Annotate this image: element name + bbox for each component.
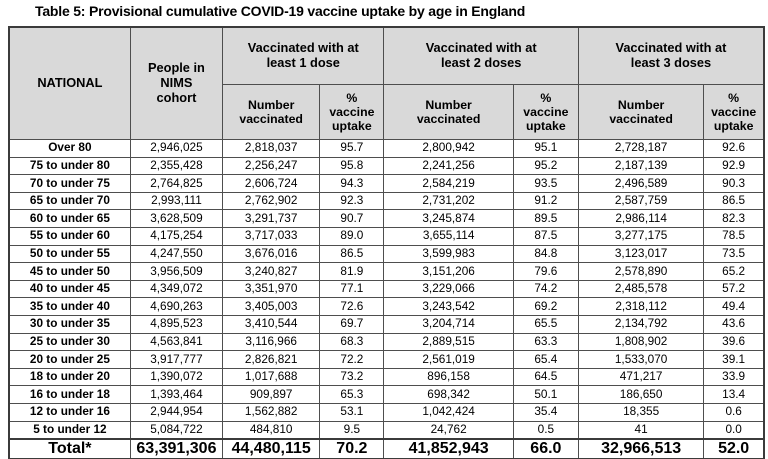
age-group-cell: Over 80 [9,140,130,158]
dose3-uptake-cell: 49.4 [704,298,764,316]
age-group-cell: 55 to under 60 [9,227,130,245]
dose2-number-cell: 3,204,714 [384,315,513,333]
dose1-number-header-cell [223,85,320,140]
dose3-uptake-cell: 78.5 [704,227,764,245]
dose1-number-cell: 1,562,882 [223,403,320,421]
dose3-uptake-cell: 33.9 [704,368,764,386]
dose2-uptake-cell: 79.6 [513,263,578,281]
total-dose2-uptake-cell: 66.0 [513,439,578,459]
dose3-number-cell: 2,587,759 [578,192,703,210]
dose1-number-cell: 484,810 [223,421,320,439]
cohort-cell: 2,764,825 [130,175,222,193]
dose1-uptake-cell: 92.3 [320,192,384,210]
cohort-cell: 2,946,025 [130,140,222,158]
age-group-cell: 16 to under 18 [9,386,130,404]
dose2-number-cell: 896,158 [384,368,513,386]
nims-cohort-header-label: People in NIMS cohort [147,60,205,105]
table-row [9,351,764,369]
cohort-cell: 4,563,841 [130,333,222,351]
dose1-uptake-cell: 81.9 [320,263,384,281]
dose1-number-cell: 1,017,688 [223,368,320,386]
dose3-uptake-cell: 73.5 [704,245,764,263]
total-label-cell: Total* [9,439,130,459]
dose2-number-cell: 2,800,942 [384,140,513,158]
vaccine-uptake-table [8,26,765,459]
dose2-uptake-cell: 64.5 [513,368,578,386]
dose3-group-header-label: Vaccinated with at least 3 doses [615,40,727,70]
dose2-uptake-cell: 93.5 [513,175,578,193]
total-dose1-uptake-cell: 70.2 [320,439,384,459]
dose3-number-cell: 2,496,589 [578,175,703,193]
dose2-number-cell: 3,243,542 [384,298,513,316]
total-dose3-uptake-cell: 52.0 [704,439,764,459]
dose2-uptake-cell: 0.5 [513,421,578,439]
dose2-uptake-cell: 95.2 [513,157,578,175]
dose1-uptake-cell: 68.3 [320,333,384,351]
dose1-number-cell: 2,606,724 [223,175,320,193]
dose3-number-cell: 41 [578,421,703,439]
dose3-number-cell: 2,986,114 [578,210,703,228]
dose1-number-cell: 3,717,033 [223,227,320,245]
dose3-number-cell: 471,217 [578,368,703,386]
dose3-number-cell: 2,134,792 [578,315,703,333]
dose2-uptake-cell: 65.5 [513,315,578,333]
table-row [9,140,764,158]
cohort-cell: 3,628,509 [130,210,222,228]
cohort-cell: 4,895,523 [130,315,222,333]
dose1-group-header-label: Vaccinated with at least 1 dose [247,40,359,70]
table-row [9,421,764,439]
age-group-cell: 12 to under 16 [9,403,130,421]
cohort-cell: 5,084,722 [130,421,222,439]
dose3-uptake-cell: 39.6 [704,333,764,351]
dose1-uptake-cell: 72.6 [320,298,384,316]
dose2-number-cell: 3,229,066 [384,280,513,298]
dose1-uptake-cell: 72.2 [320,351,384,369]
dose2-uptake-cell: 91.2 [513,192,578,210]
dose2-uptake-cell: 74.2 [513,280,578,298]
table-row [9,386,764,404]
dose3-number-cell: 3,123,017 [578,245,703,263]
dose1-uptake-cell: 65.3 [320,386,384,404]
dose1-uptake-cell: 94.3 [320,175,384,193]
table-row [9,263,764,281]
dose2-uptake-cell: 65.4 [513,351,578,369]
dose2-number-cell: 2,584,219 [384,175,513,193]
dose2-uptake-cell: 63.3 [513,333,578,351]
cohort-cell: 4,247,550 [130,245,222,263]
cohort-cell: 2,355,428 [130,157,222,175]
dose1-uptake-cell: 86.5 [320,245,384,263]
dose1-uptake-cell: 53.1 [320,403,384,421]
total-cohort-cell: 63,391,306 [130,439,222,459]
table-row [9,298,764,316]
dose3-number-cell: 1,808,902 [578,333,703,351]
dose1-number-cell: 3,240,827 [223,263,320,281]
dose3-number-cell: 1,533,070 [578,351,703,369]
table-body [9,140,764,440]
dose1-uptake-cell: 9.5 [320,421,384,439]
dose1-number-cell: 3,291,737 [223,210,320,228]
dose2-number-cell: 2,561,019 [384,351,513,369]
dose2-number-cell: 3,151,206 [384,263,513,281]
age-group-cell: 40 to under 45 [9,280,130,298]
age-group-cell: 70 to under 75 [9,175,130,193]
dose3-uptake-cell: 65.2 [704,263,764,281]
table-row [9,192,764,210]
cohort-cell: 4,349,072 [130,280,222,298]
dose3-uptake-cell: 0.6 [704,403,764,421]
dose1-number-cell: 2,826,821 [223,351,320,369]
table-row [9,175,764,193]
table-title: Table 5: Provisional cumulative COVID-19 vaccine uptake by age in England [35,3,526,19]
dose1-uptake-cell: 69.7 [320,315,384,333]
dose1-uptake-cell: 89.0 [320,227,384,245]
dose2-group-header-label: Vaccinated with at least 2 doses [425,40,537,70]
dose1-uptake-cell: 73.2 [320,368,384,386]
table-row [9,333,764,351]
dose2-number-header-label: Number vaccinated [416,97,481,126]
dose2-number-header-cell [384,85,513,140]
dose2-number-cell: 24,762 [384,421,513,439]
dose1-number-cell: 2,256,247 [223,157,320,175]
table-row [9,315,764,333]
dose3-uptake-cell: 86.5 [704,192,764,210]
dose3-number-cell: 3,277,175 [578,227,703,245]
cohort-cell: 3,917,777 [130,351,222,369]
table-row [9,227,764,245]
dose2-number-cell: 3,245,874 [384,210,513,228]
age-group-cell: 5 to under 12 [9,421,130,439]
dose1-group-header-cell [223,27,384,85]
dose1-uptake-cell: 95.7 [320,140,384,158]
dose1-uptake-cell: 77.1 [320,280,384,298]
table-row [9,368,764,386]
age-group-cell: 75 to under 80 [9,157,130,175]
header-row-groups [9,27,764,85]
dose2-number-cell: 2,889,515 [384,333,513,351]
age-group-cell: 60 to under 65 [9,210,130,228]
nims-cohort-header-cell [130,27,222,140]
dose3-number-cell: 2,728,187 [578,140,703,158]
table-row [9,403,764,421]
age-group-cell: 20 to under 25 [9,351,130,369]
age-group-cell: 18 to under 20 [9,368,130,386]
total-dose1-number-cell: 44,480,115 [223,439,320,459]
age-group-cell: 35 to under 40 [9,298,130,316]
dose3-number-cell: 2,578,890 [578,263,703,281]
dose3-number-cell: 2,485,578 [578,280,703,298]
dose2-uptake-header-cell [513,85,578,140]
dose1-number-cell: 3,116,966 [223,333,320,351]
dose1-uptake-cell: 95.8 [320,157,384,175]
dose3-number-header-cell [578,85,703,140]
dose2-uptake-cell: 50.1 [513,386,578,404]
dose2-number-cell: 2,241,256 [384,157,513,175]
dose1-number-header-label: Number vaccinated [239,97,303,126]
dose3-number-cell: 2,187,139 [578,157,703,175]
dose2-number-cell: 2,731,202 [384,192,513,210]
dose2-uptake-cell: 87.5 [513,227,578,245]
dose2-uptake-header-label: % vaccine uptake [523,90,569,134]
age-group-cell: 30 to under 35 [9,315,130,333]
dose1-number-cell: 2,762,902 [223,192,320,210]
national-header-cell: NATIONAL [9,27,130,140]
cohort-cell: 1,390,072 [130,368,222,386]
total-row [9,439,764,459]
dose3-uptake-cell: 39.1 [704,351,764,369]
dose3-uptake-cell: 0.0 [704,421,764,439]
dose3-uptake-cell: 92.6 [704,140,764,158]
dose3-uptake-cell: 90.3 [704,175,764,193]
dose2-number-cell: 1,042,424 [384,403,513,421]
dose1-number-cell: 3,405,003 [223,298,320,316]
dose2-uptake-cell: 84.8 [513,245,578,263]
total-dose3-number-cell: 32,966,513 [578,439,703,459]
dose2-group-header-cell [384,27,579,85]
dose3-uptake-cell: 57.2 [704,280,764,298]
dose1-uptake-header-cell [320,85,384,140]
dose3-number-cell: 186,650 [578,386,703,404]
cohort-cell: 1,393,464 [130,386,222,404]
dose2-uptake-cell: 95.1 [513,140,578,158]
cohort-cell: 2,993,111 [130,192,222,210]
total-dose2-number-cell: 41,852,943 [384,439,513,459]
age-group-cell: 65 to under 70 [9,192,130,210]
dose3-uptake-cell: 43.6 [704,315,764,333]
dose1-number-cell: 3,410,544 [223,315,320,333]
cohort-cell: 2,944,954 [130,403,222,421]
table-footer [9,439,764,459]
age-group-cell: 50 to under 55 [9,245,130,263]
table-row [9,210,764,228]
age-group-cell: 25 to under 30 [9,333,130,351]
dose3-uptake-header-cell [704,85,764,140]
table-header [9,27,764,140]
dose2-uptake-cell: 89.5 [513,210,578,228]
dose3-uptake-cell: 92.9 [704,157,764,175]
dose2-number-cell: 3,655,114 [384,227,513,245]
dose3-group-header-cell [578,27,764,85]
dose3-uptake-cell: 82.3 [704,210,764,228]
dose1-uptake-cell: 90.7 [320,210,384,228]
table-row [9,280,764,298]
dose2-uptake-cell: 69.2 [513,298,578,316]
dose1-number-cell: 3,351,970 [223,280,320,298]
dose3-number-header-label: Number vaccinated [609,97,673,126]
cohort-cell: 4,690,263 [130,298,222,316]
dose1-number-cell: 3,676,016 [223,245,320,263]
dose2-uptake-cell: 35.4 [513,403,578,421]
table-row [9,157,764,175]
dose3-number-cell: 2,318,112 [578,298,703,316]
dose1-number-cell: 2,818,037 [223,140,320,158]
dose1-uptake-header-label: % vaccine uptake [329,90,375,134]
cohort-cell: 4,175,254 [130,227,222,245]
age-group-cell: 45 to under 50 [9,263,130,281]
cohort-cell: 3,956,509 [130,263,222,281]
dose3-number-cell: 18,355 [578,403,703,421]
dose2-number-cell: 698,342 [384,386,513,404]
dose3-uptake-cell: 13.4 [704,386,764,404]
dose2-number-cell: 3,599,983 [384,245,513,263]
table-row [9,245,764,263]
dose1-number-cell: 909,897 [223,386,320,404]
dose3-uptake-header-label: % vaccine uptake [711,90,757,134]
